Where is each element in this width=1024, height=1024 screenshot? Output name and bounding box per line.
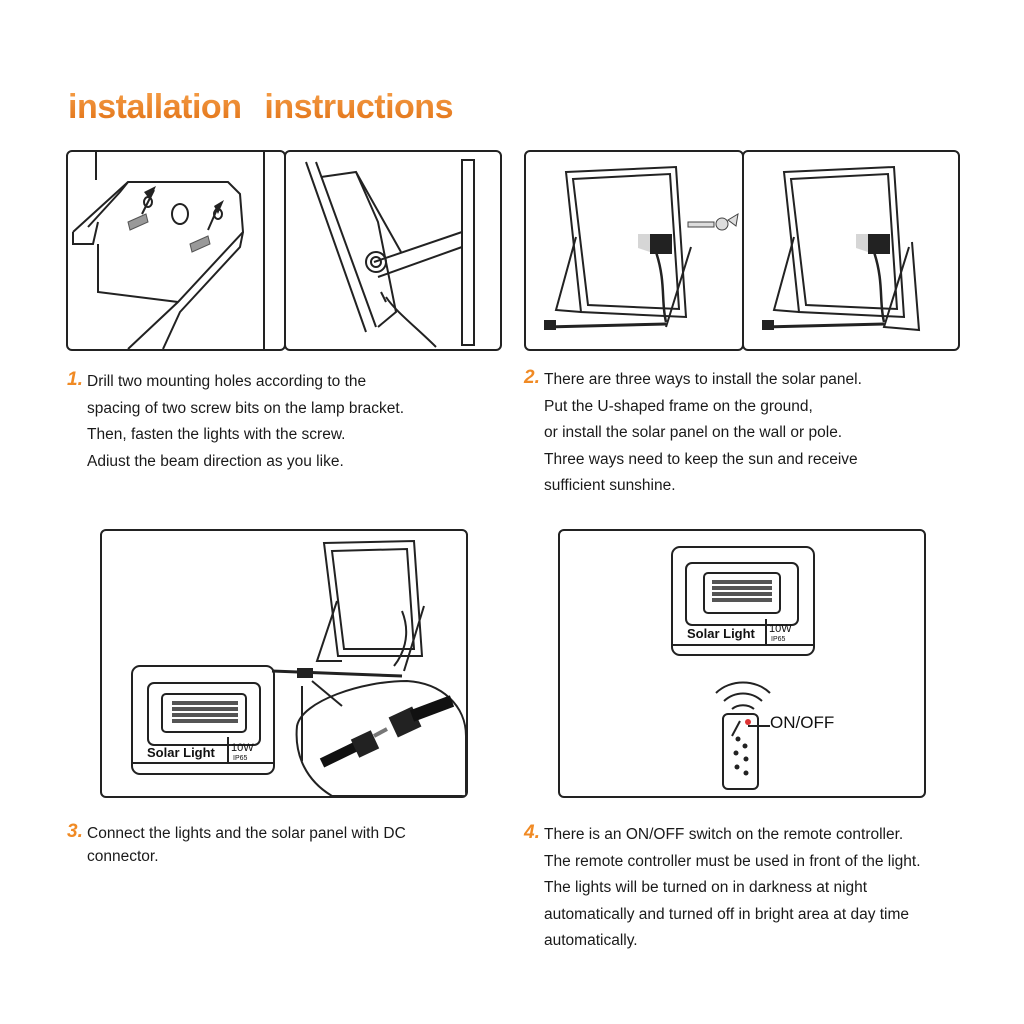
step-line: Connect the lights and the solar panel with DC xyxy=(87,825,406,842)
step-1 xyxy=(67,369,404,475)
step-number: 4. xyxy=(524,822,540,843)
step-line: automatically. xyxy=(544,932,638,949)
step-number: 3. xyxy=(67,821,83,842)
step-line: Three ways need to keep the sun and receive xyxy=(544,450,858,468)
page-title: installation instructions xyxy=(68,88,453,126)
step-line: automatically and turned off in bright area at day time xyxy=(544,905,910,923)
rating-label: IP65 xyxy=(233,755,248,762)
illustration-solar-panel-screw xyxy=(524,150,744,351)
rating-label: IP65 xyxy=(771,636,786,643)
step-line: There are three ways to install the solar panel. xyxy=(544,371,862,388)
wattage-label: 10W xyxy=(769,623,792,635)
step-line: Put the U-shaped frame on the ground, xyxy=(544,397,813,415)
step-line: spacing of two screw bits on the lamp bracket. xyxy=(87,399,405,417)
step-line: or install the solar panel on the wall or pole. xyxy=(544,424,843,441)
step-line: The remote controller must be used in front of the light. xyxy=(544,852,921,870)
wattage-label: 10W xyxy=(231,742,254,754)
step-line: The lights will be turned on in darkness at night xyxy=(544,879,868,896)
step-4 xyxy=(524,822,921,955)
step-3 xyxy=(67,822,406,868)
step-number: 1. xyxy=(67,369,83,390)
step-line: Then, fasten the lights with the screw. xyxy=(87,426,346,443)
light-name-label: Solar Light xyxy=(147,745,215,760)
step-line: There is an ON/OFF switch on the remote controller. xyxy=(544,826,904,843)
step-line: connector. xyxy=(87,848,159,865)
step-2 xyxy=(524,367,862,500)
step-number: 2. xyxy=(524,367,540,388)
illustration-bracket-screws xyxy=(66,150,286,351)
step-line: Drill two mounting holes according to the xyxy=(87,373,367,390)
on-off-label: ON/OFF xyxy=(770,713,835,732)
illustration-solar-panel-stand xyxy=(742,150,960,351)
light-name-label: Solar Light xyxy=(687,626,755,641)
step-line: sufficient sunshine. xyxy=(544,477,676,494)
illustration-dc-connection xyxy=(100,529,468,798)
illustration-remote-control xyxy=(558,529,926,798)
illustration-lamp-mounted xyxy=(284,150,502,351)
step-line: Adiust the beam direction as you like. xyxy=(87,452,344,470)
